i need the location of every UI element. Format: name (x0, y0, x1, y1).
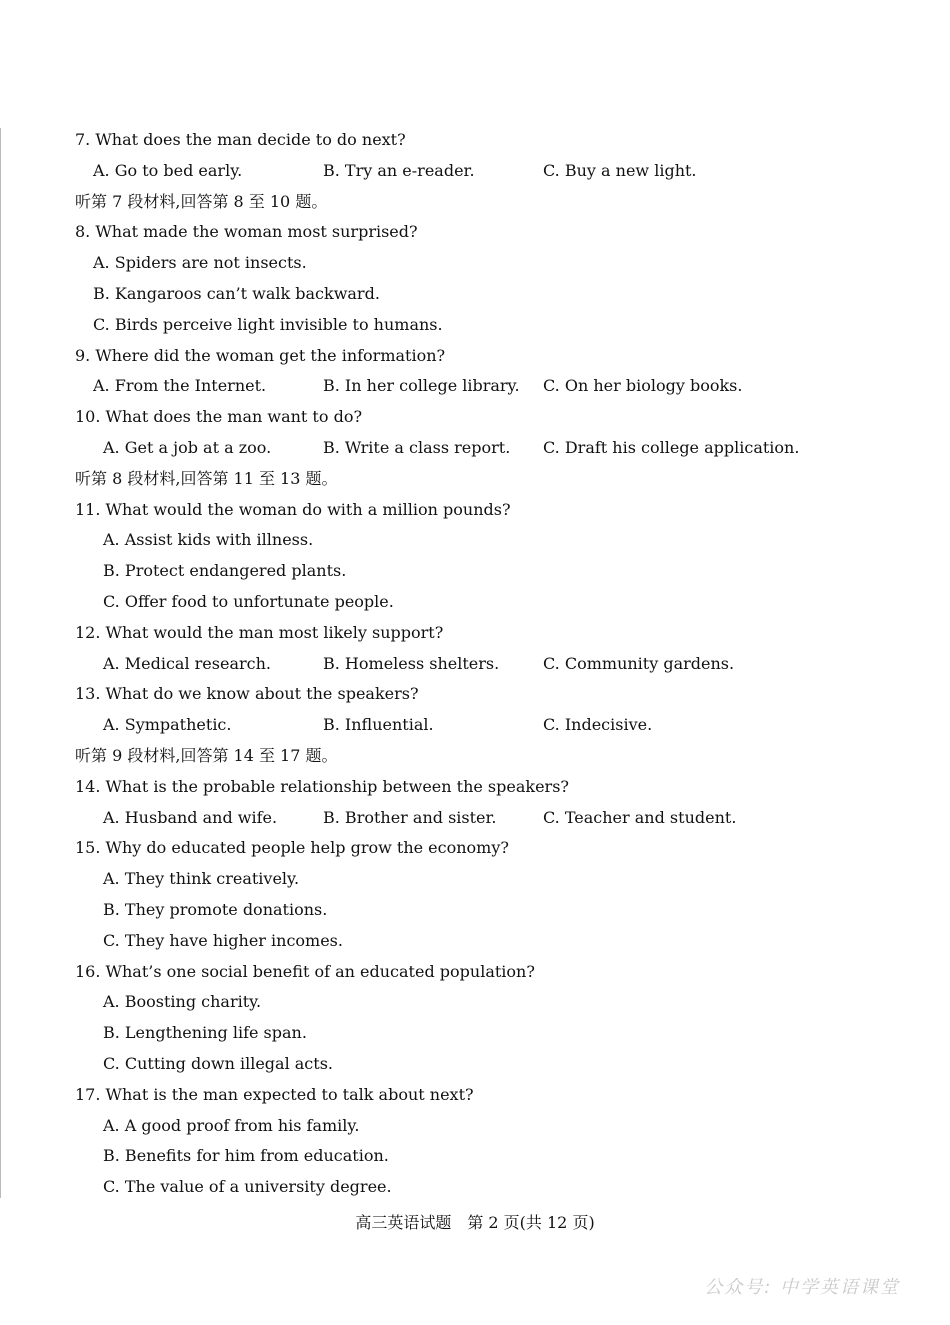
answer-option: A. Spiders are not insects. (93, 253, 307, 272)
left-margin-rule (0, 128, 1, 1198)
answer-option: C. Teacher and student. (543, 808, 737, 827)
answer-option: B. Protect endangered plants. (103, 561, 347, 580)
answer-options-row (93, 155, 853, 186)
section-instruction: 听第 9 段材料,回答第 14 至 17 题。 (75, 746, 338, 765)
answer-option: A. Go to bed early. (93, 161, 243, 180)
answer-option: B. Lengthening life span. (103, 1023, 307, 1042)
answer-option: C. Draft his college application. (543, 438, 800, 457)
watermark-text: 公众号: 中学英语课堂 (704, 1277, 900, 1298)
answer-option: B. They promote donations. (103, 900, 328, 919)
answer-option: C. Cutting down illegal acts. (103, 1054, 333, 1073)
question-text: 13. What do we know about the speakers? (75, 684, 419, 703)
answer-option: B. Kangaroos can’t walk backward. (93, 284, 380, 303)
answer-option: C. Offer food to unfortunate people. (103, 592, 394, 611)
answer-option: C. Community gardens. (543, 654, 735, 673)
answer-options-row (103, 709, 863, 740)
answer-options-row (103, 648, 863, 679)
answer-options-row (103, 432, 863, 463)
answer-option: A. Assist kids with illness. (103, 530, 314, 549)
question-text: 10. What does the man want to do? (75, 407, 363, 426)
section-instruction: 听第 8 段材料,回答第 11 至 13 题。 (75, 469, 338, 488)
answer-option: A. A good proof from his family. (103, 1116, 360, 1135)
answer-option: A. Get a job at a zoo. (103, 438, 272, 457)
question-text: 11. What would the woman do with a million pounds? (75, 500, 511, 519)
page-footer: 高三英语试题 第 2 页(共 12 页) (355, 1213, 595, 1232)
answer-option: B. In her college library. (323, 376, 520, 395)
answer-option: A. Husband and wife. (103, 808, 278, 827)
answer-option: A. From the Internet. (93, 376, 267, 395)
answer-option: B. Benefits for him from education. (103, 1146, 389, 1165)
answer-option: B. Write a class report. (323, 438, 511, 457)
answer-option: C. Birds perceive light invisible to humans. (93, 315, 443, 334)
question-text: 16. What’s one social benefit of an educated population? (75, 962, 535, 981)
answer-option: C. Indecisive. (543, 715, 653, 734)
answer-option: B. Homeless shelters. (323, 654, 500, 673)
question-text: 8. What made the woman most surprised? (75, 222, 418, 241)
answer-option: A. Medical research. (103, 654, 271, 673)
answer-option: B. Try an e-reader. (323, 161, 475, 180)
answer-option: B. Brother and sister. (323, 808, 497, 827)
question-text: 12. What would the man most likely support? (75, 623, 444, 642)
answer-option: A. Boosting charity. (103, 992, 262, 1011)
section-instruction: 听第 7 段材料,回答第 8 至 10 题。 (75, 192, 328, 211)
question-text: 17. What is the man expected to talk about next? (75, 1085, 474, 1104)
answer-option: A. Sympathetic. (103, 715, 232, 734)
question-text: 7. What does the man decide to do next? (75, 130, 406, 149)
question-text: 15. Why do educated people help grow the economy? (75, 838, 509, 857)
answer-options-row (93, 370, 853, 401)
question-text: 14. What is the probable relationship between the speakers? (75, 777, 569, 796)
answer-option: B. Influential. (323, 715, 434, 734)
answer-options-row (103, 802, 863, 833)
answer-option: C. They have higher incomes. (103, 931, 343, 950)
question-text: 9. Where did the woman get the information? (75, 346, 446, 365)
answer-option: C. On her biology books. (543, 376, 743, 395)
answer-option: A. They think creatively. (103, 869, 300, 888)
answer-option: C. Buy a new light. (543, 161, 697, 180)
answer-option: C. The value of a university degree. (103, 1177, 392, 1196)
